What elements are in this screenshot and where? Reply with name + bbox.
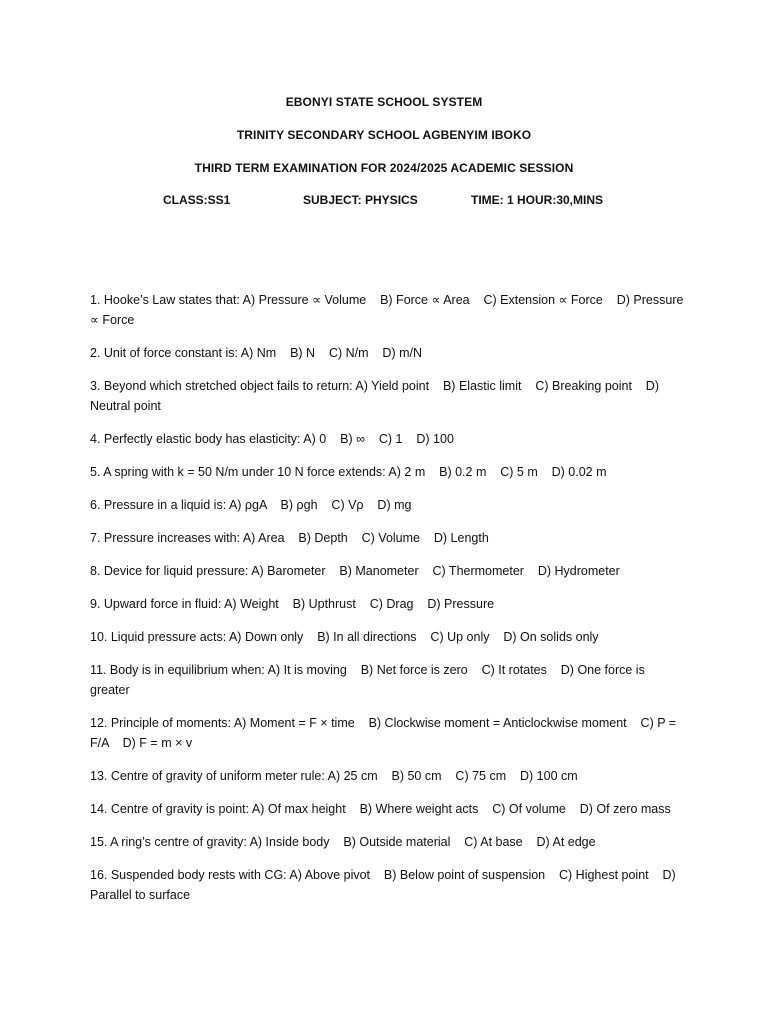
question-item: 9. Upward force in fluid: A) Weight B) Upthrust C) Drag D) Pressure bbox=[90, 597, 495, 611]
question-item: 7. Pressure increases with: A) Area B) Depth C) Volume D) Length bbox=[90, 531, 489, 545]
question-item: 3. Beyond which stretched object fails to return: A) Yield point B) Elastic limit C) Breaking point D) Neutral point bbox=[90, 379, 663, 413]
question-item: 15. A ring’s centre of gravity: A) Inside body B) Outside material C) At base D) At edge bbox=[90, 835, 596, 849]
question-list bbox=[90, 290, 686, 918]
exam-meta-row bbox=[0, 193, 768, 209]
exam-title-heading: THIRD TERM EXAMINATION FOR 2024/2025 ACADEMIC SESSION bbox=[194, 161, 574, 175]
school-system-heading: EBONYI STATE SCHOOL SYSTEM bbox=[285, 95, 483, 109]
question-item: 8. Device for liquid pressure: A) Barometer B) Manometer C) Thermometer D) Hydrometer bbox=[90, 564, 620, 578]
question-item: 4. Perfectly elastic body has elasticity: A) 0 B) ∞ C) 1 D) 100 bbox=[90, 432, 454, 446]
question-item: 1. Hooke’s Law states that: A) Pressure ∝ Volume B) Force ∝ Area C) Extension ∝ Force D) Pressure ∝ Force bbox=[90, 293, 687, 327]
question-item: 13. Centre of gravity of uniform meter rule: A) 25 cm B) 50 cm C) 75 cm D) 100 cm bbox=[90, 769, 578, 783]
school-name-heading: TRINITY SECONDARY SCHOOL AGBENYIM IBOKO bbox=[236, 128, 532, 142]
question-item: 12. Principle of moments: A) Moment = F × time B) Clockwise moment = Anticlockwise moment C) P = F/A D) F = m × v bbox=[90, 716, 680, 750]
question-item: 16. Suspended body rests with CG: A) Above pivot B) Below point of suspension C) Highest point D) Parallel to surface bbox=[90, 868, 680, 902]
question-item: 10. Liquid pressure acts: A) Down only B) In all directions C) Up only D) On solids only bbox=[90, 630, 599, 644]
time-label: TIME: 1 HOUR:30,MINS bbox=[471, 193, 604, 207]
question-item: 2. Unit of force constant is: A) Nm B) N C) N/m D) m/N bbox=[90, 346, 423, 360]
question-item: 14. Centre of gravity is point: A) Of max height B) Where weight acts C) Of volume D) Of zero mass bbox=[90, 802, 671, 816]
question-item: 5. A spring with k = 50 N/m under 10 N force extends: A) 2 m B) 0.2 m C) 5 m D) 0.02 m bbox=[90, 465, 607, 479]
subject-label: SUBJECT: PHYSICS bbox=[303, 193, 418, 207]
question-item: 11. Body is in equilibrium when: A) It is moving B) Net force is zero C) It rotates D) One force is greater bbox=[90, 663, 649, 697]
question-item: 6. Pressure in a liquid is: A) ρgA B) ρgh C) Vρ D) mg bbox=[90, 498, 412, 512]
class-label: CLASS:SS1 bbox=[163, 193, 231, 207]
